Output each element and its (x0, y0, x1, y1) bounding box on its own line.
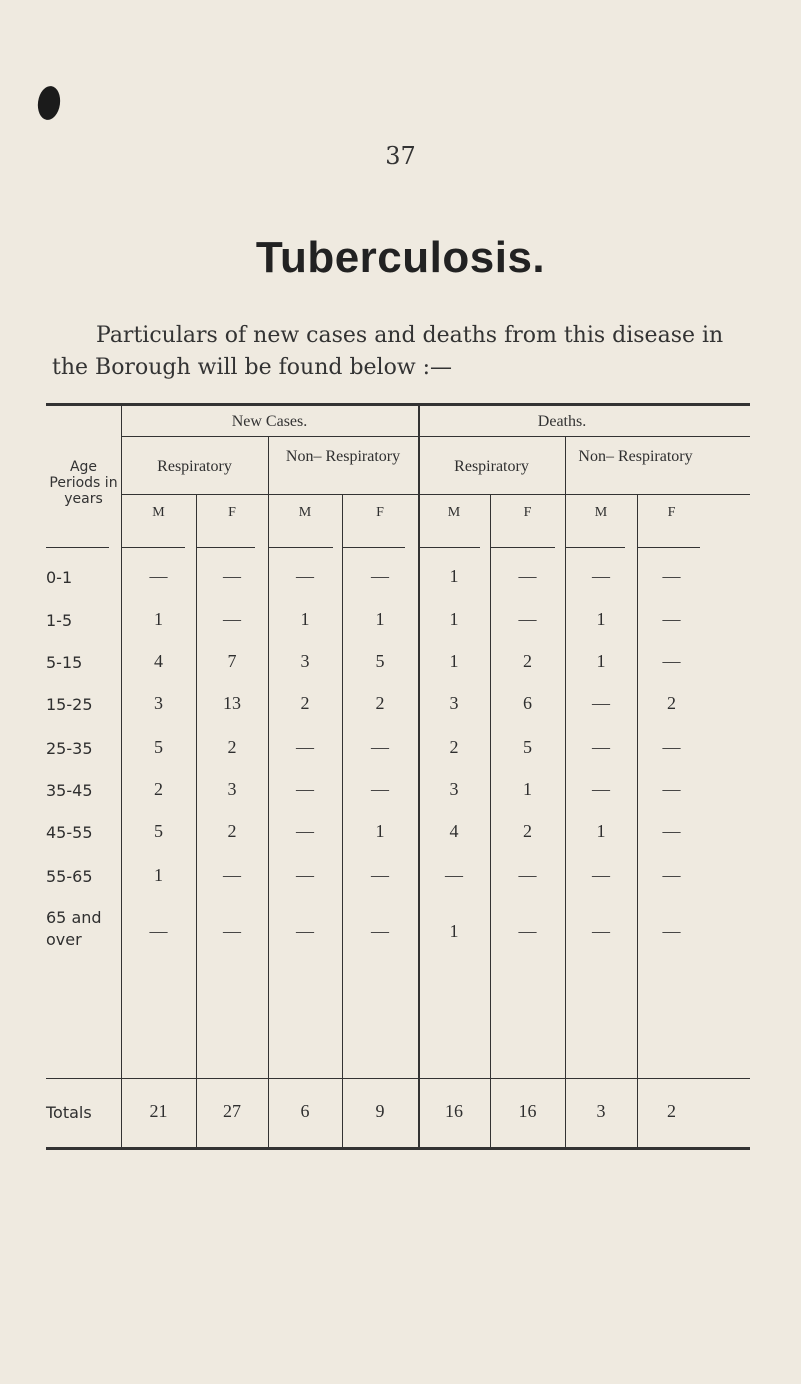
sex-header: M (594, 505, 608, 520)
table-rule (196, 547, 255, 548)
table-cell: — (592, 921, 610, 941)
row-age-label: 35-45 (46, 781, 93, 800)
row-age-label: 45-55 (46, 823, 93, 842)
table-cell: 5 (523, 737, 532, 757)
totals-cell: 6 (300, 1101, 310, 1121)
table-cell: — (518, 921, 537, 941)
table-rule (637, 547, 700, 548)
sex-header: M (447, 505, 461, 520)
totals-label: Totals (46, 1103, 92, 1122)
table-cell: — (149, 566, 168, 586)
totals-cell: 27 (223, 1101, 241, 1121)
table-cell: — (296, 566, 314, 586)
table-rule (418, 547, 480, 548)
table-cell: 2 (523, 821, 532, 841)
table-cell: 1 (154, 865, 163, 885)
table-cell: 1 (375, 609, 385, 629)
sex-header: F (376, 505, 384, 520)
table-cell: — (662, 609, 681, 629)
table-cell: — (662, 737, 681, 757)
table-cell: 1 (449, 921, 459, 941)
table-cell: 1 (596, 821, 606, 841)
table-cell: 2 (227, 737, 237, 757)
table-cell: 1 (154, 609, 163, 629)
table-cell: 3 (227, 779, 237, 799)
table-cell: — (371, 865, 389, 885)
tuberculosis-table (46, 403, 750, 1150)
table-cell: — (592, 779, 610, 799)
totals-cell: 16 (518, 1101, 537, 1121)
table-cell: — (662, 779, 681, 799)
page-number: 37 (385, 142, 416, 170)
table-cell: — (662, 865, 681, 885)
totals-cell: 2 (667, 1101, 676, 1121)
table-cell: — (371, 737, 389, 757)
totals-cell: 3 (596, 1101, 606, 1121)
table-cell: — (149, 921, 168, 941)
table-cell: — (296, 921, 314, 941)
table-cell: — (296, 737, 314, 757)
table-cell: 3 (449, 779, 459, 799)
table-cell: 1 (449, 651, 459, 671)
intro-paragraph: Particulars of new cases and deaths from this disease in the Borough will be found below :— (52, 323, 724, 380)
table-cell: 1 (449, 566, 459, 586)
table-rule (268, 436, 269, 1150)
row-age-label: 15-25 (46, 695, 93, 714)
table-cell: — (296, 821, 314, 841)
table-cell: 7 (227, 651, 237, 671)
table-cell: 3 (300, 651, 310, 671)
table-cell: — (223, 609, 241, 629)
sex-header: F (667, 505, 676, 520)
page-title: Tuberculosis. (255, 233, 546, 282)
table-cell: — (592, 693, 610, 713)
sub-header: Non– Respiratory (285, 448, 401, 465)
group-header-new-cases: New Cases. (231, 413, 308, 430)
table-cell: 1 (375, 821, 385, 841)
table-rule (121, 547, 185, 548)
sub-header: Non– Respiratory (578, 448, 693, 465)
row-age-label: 25-35 (46, 739, 93, 758)
table-cell: — (296, 865, 314, 885)
sex-header: F (228, 505, 236, 520)
table-cell: 5 (154, 821, 163, 841)
totals-cell: 21 (149, 1101, 168, 1121)
table-rule (46, 1147, 750, 1150)
table-rule (121, 436, 750, 437)
row-age-label: 55-65 (46, 867, 93, 886)
table-cell: — (223, 921, 241, 941)
table-rule (490, 494, 491, 1150)
table-rule (46, 403, 750, 406)
table-rule (268, 547, 333, 548)
table-cell: 1 (300, 609, 310, 629)
table-cell: 2 (227, 821, 237, 841)
table-cell: — (592, 865, 610, 885)
table-cell: 2 (523, 651, 532, 671)
table-cell: — (662, 921, 681, 941)
table-cell: — (371, 921, 389, 941)
table-rule (121, 494, 750, 495)
table-rule (342, 547, 405, 548)
table-cell: — (223, 566, 241, 586)
row-age-label: 0-1 (46, 568, 73, 587)
table-cell: — (662, 566, 681, 586)
table-cell: — (371, 566, 389, 586)
table-rule (490, 547, 555, 548)
sex-header: M (298, 505, 312, 520)
table-cell: 1 (596, 609, 606, 629)
table-cell: — (662, 821, 681, 841)
group-header-deaths: Deaths. (537, 413, 587, 430)
table-rule (342, 494, 343, 1150)
table-cell: 2 (449, 737, 459, 757)
table-cell: — (223, 865, 241, 885)
table-cell: 3 (449, 693, 459, 713)
table-cell: — (371, 779, 389, 799)
table-cell: — (518, 566, 537, 586)
sex-header: M (152, 505, 165, 520)
ink-blot (36, 85, 63, 122)
table-cell: 1 (523, 779, 532, 799)
table-cell: 2 (375, 693, 385, 713)
table-cell: 5 (154, 737, 163, 757)
totals-cell: 9 (375, 1101, 385, 1121)
table-cell: 2 (154, 779, 163, 799)
table-rule (46, 547, 109, 548)
sub-header: Respiratory (157, 458, 232, 475)
table-cell: — (662, 651, 681, 671)
table-rule (637, 494, 638, 1150)
table-cell: — (592, 566, 610, 586)
table-cell: — (518, 609, 537, 629)
table-rule (196, 494, 197, 1150)
table-cell: — (445, 865, 463, 885)
totals-cell: 16 (445, 1101, 463, 1121)
age-header: Age Periods in years (49, 459, 118, 507)
table-cell: 2 (667, 693, 676, 713)
table-cell: 4 (449, 821, 459, 841)
table-cell: — (592, 737, 610, 757)
table-cell: — (518, 865, 537, 885)
table-cell: 1 (449, 609, 459, 629)
table-cell: 3 (154, 693, 163, 713)
table-cell: 6 (523, 693, 532, 713)
table-cell: 13 (223, 693, 241, 713)
row-age-label: 1-5 (46, 611, 73, 630)
row-age-label: 5-15 (46, 653, 83, 672)
table-rule (565, 436, 566, 1150)
table-cell: 5 (375, 651, 385, 671)
table-cell: 1 (596, 651, 606, 671)
table-cell: — (296, 779, 314, 799)
table-rule (565, 547, 625, 548)
row-age-label: 65 and over (46, 908, 102, 949)
table-rule (46, 1078, 750, 1079)
table-cell: 2 (300, 693, 310, 713)
sex-header: F (523, 505, 532, 520)
sub-header: Respiratory (454, 458, 529, 475)
table-cell: 4 (154, 651, 163, 671)
